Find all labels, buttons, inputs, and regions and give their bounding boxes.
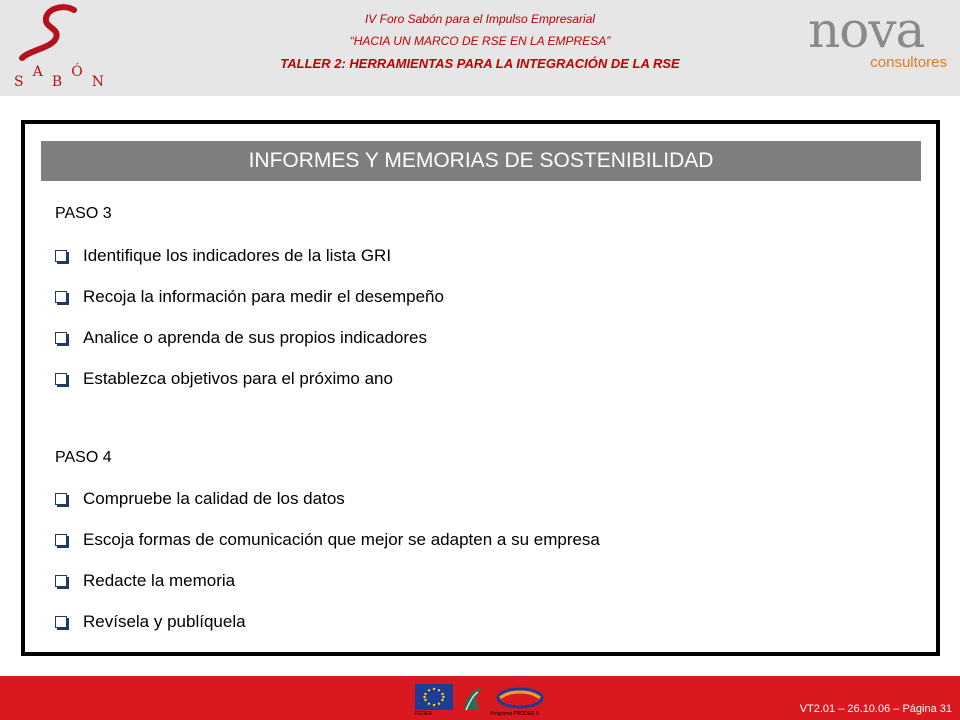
sabon-letter: B bbox=[51, 74, 63, 90]
list-item-text: Analice o aprenda de sus propios indicadores bbox=[83, 327, 428, 347]
proder-logo-label: Programa PRODER II bbox=[490, 711, 539, 717]
sabon-letter: Ó bbox=[71, 64, 83, 80]
list-item bbox=[55, 235, 444, 276]
panel-title: INFORMES Y MEMORIAS DE SOSTENIBILIDAD bbox=[41, 141, 921, 181]
sabon-swirl-icon bbox=[12, 2, 92, 64]
checkbox-bullet-icon bbox=[55, 291, 67, 303]
slide-footer bbox=[0, 676, 960, 720]
step-4-list bbox=[55, 478, 600, 642]
list-item-text: Compruebe la calidad de los datos bbox=[83, 488, 345, 508]
nova-logo bbox=[808, 1, 953, 76]
step-label: PASO 3 bbox=[55, 205, 112, 222]
list-item bbox=[55, 560, 600, 601]
sabon-logo bbox=[6, 2, 106, 94]
sabon-letter: A bbox=[32, 64, 43, 80]
checkbox-bullet-icon bbox=[55, 493, 67, 505]
list-item bbox=[55, 276, 444, 317]
checkbox-bullet-icon bbox=[55, 616, 67, 628]
list-item bbox=[55, 519, 600, 560]
list-item bbox=[55, 478, 600, 519]
event-title: IV Foro Sabón para el Impulso Empresarial bbox=[364, 12, 596, 26]
eu-flag-icon bbox=[415, 684, 453, 710]
step-label: PASO 4 bbox=[55, 449, 112, 466]
header-text bbox=[120, 0, 840, 71]
list-item-text: Revísela y publíquela bbox=[83, 611, 246, 631]
partner-logo-icon bbox=[460, 684, 486, 714]
proder-logo-icon bbox=[494, 684, 546, 710]
content-panel bbox=[21, 120, 940, 656]
sabon-letters bbox=[14, 64, 104, 90]
sabon-letter: N bbox=[91, 74, 104, 90]
list-item-text: Escoja formas de comunicación que mejor se adapten a su empresa bbox=[83, 529, 600, 549]
checkbox-bullet-icon bbox=[55, 332, 67, 344]
checkbox-bullet-icon bbox=[55, 534, 67, 546]
nova-logo-tagline: consultores bbox=[870, 54, 947, 71]
list-item bbox=[55, 317, 444, 358]
checkbox-bullet-icon bbox=[55, 373, 67, 385]
checkbox-bullet-icon bbox=[55, 250, 67, 262]
checkbox-bullet-icon bbox=[55, 575, 67, 587]
step-3-list bbox=[55, 235, 444, 399]
slide-header bbox=[0, 0, 960, 96]
sabon-letter: S bbox=[14, 74, 24, 90]
page-reference: VT2.01 – 26.10.06 – Página 31 bbox=[799, 703, 952, 715]
list-item-text: Recoja la información para medir el desempeño bbox=[83, 286, 444, 306]
list-item bbox=[55, 601, 600, 642]
list-item bbox=[55, 358, 444, 399]
eu-flag-label: FEDER bbox=[415, 711, 432, 717]
list-item-text: Identifique los indicadores de la lista GRI bbox=[83, 245, 392, 265]
nova-logo-name: nova bbox=[808, 1, 925, 59]
list-item-text: Redacte la memoria bbox=[83, 570, 236, 590]
list-item-text: Establezca objetivos para el próximo ano bbox=[83, 368, 393, 388]
workshop-title: TALLER 2: HERRAMIENTAS PARA LA INTEGRACIÓN DE LA RSE bbox=[280, 56, 680, 71]
event-subtitle: “HACIA UN MARCO DE RSE EN LA EMPRESA” bbox=[349, 34, 611, 48]
